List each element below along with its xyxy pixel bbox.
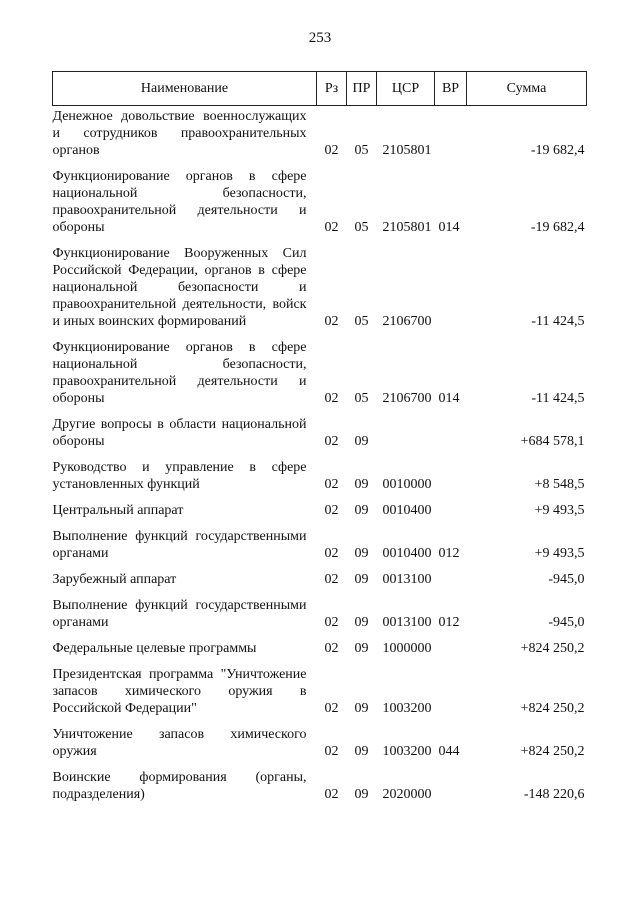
table-row: [53, 450, 587, 493]
row-vr: [435, 450, 467, 493]
row-sum: -11 424,5: [531, 314, 585, 329]
row-rz: 02: [324, 787, 339, 802]
row-vr: [435, 760, 467, 803]
row-rz: 02: [324, 572, 339, 587]
table-row: [53, 493, 587, 519]
page-number: 253: [308, 30, 332, 46]
row-vr: [435, 236, 467, 330]
row-pr: 09: [354, 434, 369, 449]
row-csr: 1000000: [382, 641, 432, 656]
table-header-row: [53, 72, 587, 106]
table-row: [53, 407, 587, 450]
row-rz: 02: [324, 701, 339, 716]
row-pr: 05: [354, 143, 369, 158]
row-sum: -148 220,6: [523, 787, 585, 802]
row-pr: 05: [354, 220, 369, 235]
header-sum: Сумма: [467, 72, 587, 106]
row-sum: -945,0: [548, 572, 585, 587]
row-vr: [435, 631, 467, 657]
row-pr: 09: [354, 744, 369, 759]
row-pr: 05: [354, 314, 369, 329]
row-pr: 09: [354, 477, 369, 492]
row-pr: 09: [354, 701, 369, 716]
row-vr: 012: [438, 546, 460, 561]
row-rz: 02: [324, 744, 339, 759]
row-sum: +9 493,5: [534, 503, 585, 518]
row-name: Денежное довольствие военнослужащих и сотрудников правоохранительных органов: [52, 109, 307, 158]
row-name: Федеральные целевые программы: [52, 641, 257, 656]
row-pr: 09: [354, 787, 369, 802]
row-name: Центральный аппарат: [52, 503, 184, 518]
row-csr: 2020000: [382, 787, 432, 802]
row-vr: [435, 106, 467, 160]
header-name: Наименование: [53, 72, 317, 106]
row-vr: [435, 562, 467, 588]
row-pr: 09: [354, 615, 369, 630]
row-pr: 09: [354, 641, 369, 656]
row-name: Выполнение функций государственными органами: [52, 598, 307, 630]
table-row: [53, 657, 587, 717]
row-name: Уничтожение запасов химического оружия: [52, 727, 307, 759]
row-rz: 02: [324, 503, 339, 518]
table-row: [53, 562, 587, 588]
row-vr: 014: [438, 220, 460, 235]
row-sum: -945,0: [548, 615, 585, 630]
header-csr: ЦСР: [377, 72, 435, 106]
row-sum: +684 578,1: [520, 434, 585, 449]
row-sum: -19 682,4: [530, 143, 585, 158]
row-rz: 02: [324, 220, 339, 235]
row-vr: [435, 407, 467, 450]
table-body: [53, 106, 587, 804]
row-rz: 02: [324, 391, 339, 406]
row-sum: +824 250,2: [520, 701, 585, 716]
row-name: Функционирование органов в сфере национальной безопасности, правоохранительной деятельности и обороны: [52, 340, 307, 406]
row-csr: [377, 407, 435, 450]
row-name: Зарубежный аппарат: [52, 572, 177, 587]
row-sum: +824 250,2: [520, 641, 585, 656]
row-csr: 2106700: [382, 314, 432, 329]
table-row: [53, 760, 587, 803]
row-rz: 02: [324, 546, 339, 561]
row-rz: 02: [324, 434, 339, 449]
row-csr: 1003200: [382, 701, 432, 716]
row-sum: +8 548,5: [534, 477, 585, 492]
row-name: Другие вопросы в области национальной обороны: [52, 417, 307, 449]
row-csr: 0013100: [382, 572, 432, 587]
row-vr: [435, 493, 467, 519]
row-pr: 09: [354, 503, 369, 518]
table-row: [53, 588, 587, 631]
table-row: [53, 106, 587, 160]
row-csr: 0010400: [382, 503, 432, 518]
row-pr: 09: [354, 546, 369, 561]
table-row: [53, 631, 587, 657]
row-sum: -11 424,5: [531, 391, 585, 406]
row-rz: 02: [324, 314, 339, 329]
table-row: [53, 519, 587, 562]
row-csr: 2105801: [382, 143, 432, 158]
row-name: Воинские формирования (органы, подразделения): [52, 770, 307, 802]
row-vr: 044: [438, 744, 460, 759]
row-rz: 02: [324, 641, 339, 656]
row-csr: 0010000: [382, 477, 432, 492]
row-pr: 09: [354, 572, 369, 587]
row-sum: -19 682,4: [530, 220, 585, 235]
row-csr: 2105801: [382, 220, 432, 235]
table-row: [53, 236, 587, 330]
header-pr: ПР: [347, 72, 377, 106]
header-vr: ВР: [435, 72, 467, 106]
row-name: Руководство и управление в сфере установленных функций: [52, 460, 307, 492]
row-rz: 02: [324, 615, 339, 630]
row-csr: 1003200: [382, 744, 432, 759]
row-vr: [435, 657, 467, 717]
table-row: [53, 330, 587, 407]
row-sum: +824 250,2: [520, 744, 585, 759]
row-rz: 02: [324, 477, 339, 492]
row-csr: 0013100: [382, 615, 432, 630]
row-name: Президентская программа "Уничтожение запасов химического оружия в Российской Федерации": [52, 667, 307, 716]
budget-table: [52, 71, 587, 803]
row-sum: +9 493,5: [534, 546, 585, 561]
row-name: Функционирование Вооруженных Сил Российской Федерации, органов в сфере национальной безопасности и правоохранительной деятельности, войск и иных воинских формирований: [52, 246, 307, 329]
header-rz: Рз: [317, 72, 347, 106]
row-rz: 02: [324, 143, 339, 158]
row-pr: 05: [354, 391, 369, 406]
table-row: [53, 717, 587, 760]
row-csr: 0010400: [382, 546, 432, 561]
table-row: [53, 159, 587, 236]
row-csr: 2106700: [382, 391, 432, 406]
row-vr: 014: [438, 391, 460, 406]
row-name: Функционирование органов в сфере национальной безопасности, правоохранительной деятельности и обороны: [52, 169, 307, 235]
row-name: Выполнение функций государственными органами: [52, 529, 307, 561]
row-vr: 012: [438, 615, 460, 630]
